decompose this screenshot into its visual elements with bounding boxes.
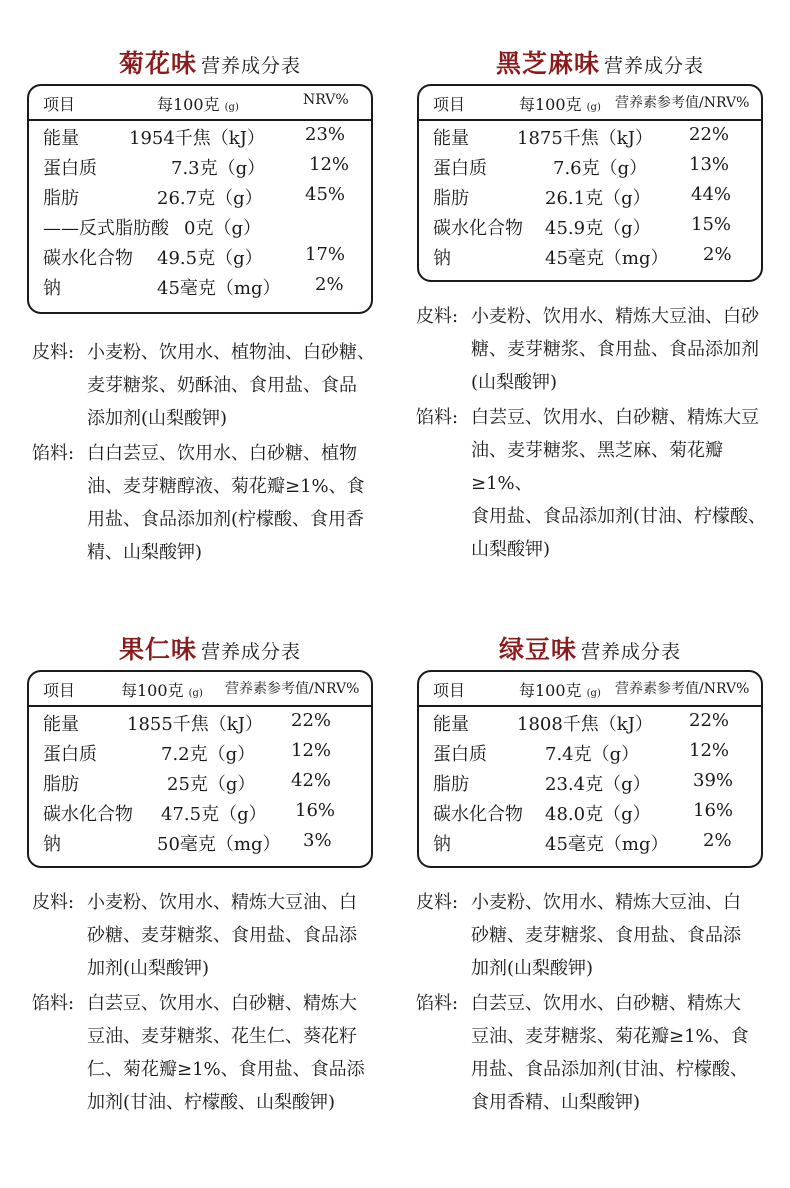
ingredients: [416, 886, 776, 1119]
flavor-name: 绿豆味: [498, 635, 577, 664]
table-header: [419, 672, 761, 707]
table-row: ——反式脂肪酸 0克（g）: [43, 218, 261, 239]
header-nrv: NRV%: [303, 92, 349, 108]
table-row: 钠 45毫克（mg） 2%: [433, 830, 732, 855]
ingredients: [416, 300, 776, 566]
ingredient-label: 皮料:: [32, 892, 75, 913]
flavor-name: 黑芝麻味: [495, 49, 600, 78]
header-nrv: 营养素参考值/NRV%: [615, 95, 750, 111]
table-header: [29, 672, 371, 707]
table-header: [419, 86, 761, 121]
nutrition-table: [417, 670, 763, 868]
ingredient-block-filling: 馅料: 白芸豆、饮用水、白砂糖、精炼大 豆油、麦芽糖浆、菊花瓣≥1%、食 用盐、食品添加剂(甘油、柠檬酸、 食用香精、山梨酸钾): [416, 987, 776, 1119]
table-row: 能量 1954千焦（kJ） 23%: [43, 124, 346, 149]
nutrition-table: [27, 670, 373, 868]
ingredient-label: 馅料:: [416, 407, 459, 428]
panel-title: [0, 630, 420, 664]
table-row: 碳水化合物 47.5克（g） 16%: [43, 800, 336, 825]
nutrition-table: [27, 84, 373, 314]
ingredient-label: 皮料:: [32, 342, 75, 363]
title-suffix: 营养成分表: [604, 55, 705, 77]
ingredient-label: 馅料:: [416, 993, 459, 1014]
title-suffix: 营养成分表: [581, 641, 682, 663]
header-item: 项目: [433, 95, 466, 114]
table-row: 蛋白质 7.4克（g） 12%: [433, 740, 730, 765]
ingredient-block-filling: 馅料: 白芸豆、饮用水、白砂糖、精炼大 豆油、麦芽糖浆、花生仁、葵花籽 仁、菊花瓣≥1%、食用盐、食品添 加剂(甘油、柠檬酸、山梨酸钾): [32, 987, 377, 1119]
table-row: 碳水化合物 45.9克（g） 15%: [433, 214, 732, 239]
ingredient-block-filling: 馅料: 白白芸豆、饮用水、白砂糖、植物 油、麦芽糖醇液、菊花瓣≥1%、食 用盐、食品添加剂(柠檬酸、食用香 精、山梨酸钾): [32, 437, 377, 569]
header-item: 项目: [43, 681, 76, 700]
ingredient-block-filling: 馅料: 白芸豆、饮用水、白砂糖、精炼大豆 油、麦芽糖浆、黑芝麻、菊花瓣≥1%、 食用盐、食品添加剂(甘油、柠檬酸、 山梨酸钾): [416, 401, 776, 566]
table-row: 能量 1875千焦（kJ） 22%: [433, 124, 730, 149]
table-row: 碳水化合物 48.0克（g） 16%: [433, 800, 734, 825]
ingredient-block-crust: 皮料: 小麦粉、饮用水、精炼大豆油、白 砂糖、麦芽糖浆、食用盐、食品添 加剂(山梨酸钾): [416, 886, 776, 985]
ingredient-block-crust: 皮料: 小麦粉、饮用水、精炼大豆油、白砂 糖、麦芽糖浆、食用盐、食品添加剂 (山梨酸钾): [416, 300, 776, 399]
title-suffix: 营养成分表: [201, 55, 302, 77]
table-header: [29, 86, 371, 121]
ingredient-label: 馅料:: [32, 443, 75, 464]
table-row: 钠 50毫克（mg） 3%: [43, 830, 332, 855]
panel-title: [390, 630, 790, 664]
table-row: 脂肪 25克（g） 42%: [43, 770, 332, 795]
table-row: 脂肪 26.7克（g） 45%: [43, 184, 346, 209]
header-per100: 每100克 (g): [157, 95, 239, 114]
header-per100: 每100克 (g): [121, 681, 203, 700]
table-row: 脂肪 26.1克（g） 44%: [433, 184, 732, 209]
ingredient-block-crust: 皮料: 小麦粉、饮用水、精炼大豆油、白 砂糖、麦芽糖浆、食用盐、食品添 加剂(山梨酸钾): [32, 886, 377, 985]
table-row: 蛋白质 7.2克（g） 12%: [43, 740, 332, 765]
panel-title: [390, 44, 790, 78]
header-nrv: 营养素参考值/NRV%: [615, 681, 750, 697]
ingredient-label: 皮料:: [416, 892, 459, 913]
table-row: 钠 45毫克（mg） 2%: [43, 274, 344, 299]
flavor-name: 果仁味: [118, 635, 197, 664]
table-row: 蛋白质 7.3克（g） 12%: [43, 154, 350, 179]
flavor-name: 菊花味: [118, 49, 197, 78]
table-row: 钠 45毫克（mg） 2%: [433, 244, 732, 269]
table-row: 能量 1808千焦（kJ） 22%: [433, 710, 730, 735]
ingredients: [32, 886, 377, 1119]
title-suffix: 营养成分表: [201, 641, 302, 663]
table-row: 能量 1855千焦（kJ） 22%: [43, 710, 332, 735]
ingredient-label: 皮料:: [416, 306, 459, 327]
table-row: 脂肪 23.4克（g） 39%: [433, 770, 734, 795]
table-row: 碳水化合物 49.5克（g） 17%: [43, 244, 346, 269]
header-per100: 每100克 (g): [519, 95, 601, 114]
header-item: 项目: [433, 681, 466, 700]
nutrition-table: [417, 84, 763, 282]
header-per100: 每100克 (g): [519, 681, 601, 700]
panel-title: [0, 44, 420, 78]
header-item: 项目: [43, 95, 76, 114]
ingredient-label: 馅料:: [32, 993, 75, 1014]
header-nrv: 营养素参考值/NRV%: [225, 681, 360, 697]
ingredient-block-crust: 皮料: 小麦粉、饮用水、植物油、白砂糖、 麦芽糖浆、奶酥油、食用盐、食品 添加剂(山梨酸钾): [32, 336, 377, 435]
table-row: 蛋白质 7.6克（g） 13%: [433, 154, 730, 179]
ingredients: [32, 336, 377, 569]
